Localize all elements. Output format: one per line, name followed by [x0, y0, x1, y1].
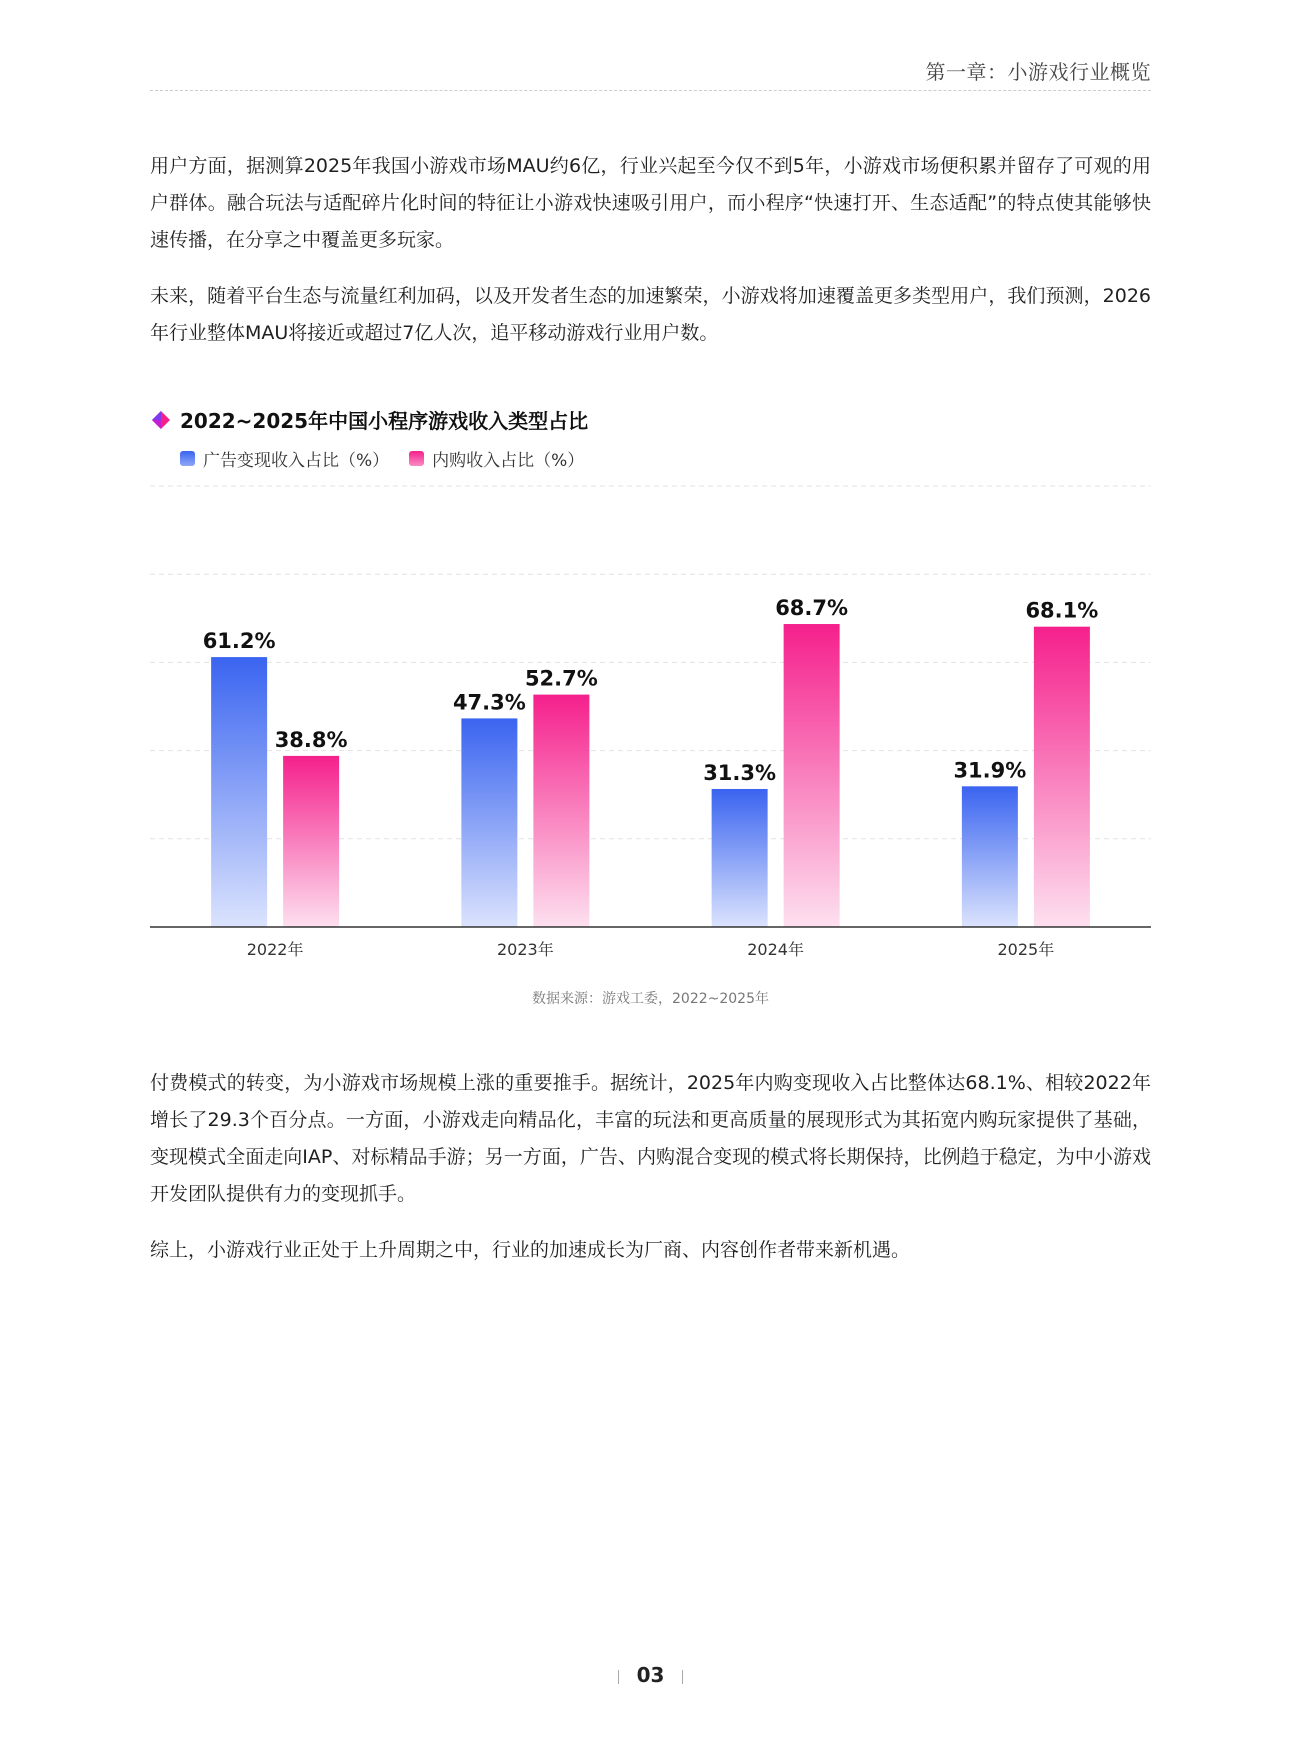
header-divider: [150, 90, 1151, 91]
paragraph-2: 未来，随着平台生态与流量红利加码，以及开发者生态的加速繁荣，小游戏将加速覆盖更多类型用户，我们预测，2026年行业整体MAU将接近或超过7亿人次，追平移动游戏行业用户数。: [150, 285, 1151, 344]
page-number-text: 03: [636, 1663, 665, 1687]
paragraph-3: 付费模式的转变，为小游戏市场规模上涨的重要推手。据统计，2025年内购变现收入占比整体达68.1%、相较2022年增长了29.3个百分点。一方面，小游戏走向精品化，丰富的玩法和更高质量的展现形式为其拓宽内购玩家提供了基础，变现模式全面走向IAP、对标精品手游；另一方面，广告、内购混合变现的模式将长期保持，比例趋于稳定，为中小游戏开发团队提供有力的变现抓手。: [150, 1072, 1151, 1205]
data-label-iap: 52.7%: [524, 666, 598, 691]
bar-chart: [150, 480, 1151, 960]
x-tick-label: 2024年: [747, 940, 804, 959]
x-tick-label: 2022年: [246, 940, 304, 959]
legend-item-iap: [409, 446, 584, 471]
page-number-right-bar: [682, 1670, 683, 1684]
data-label-ad: 47.3%: [452, 690, 526, 715]
paragraph-1: 用户方面，据测算2025年我国小游戏市场MAU约6亿，行业兴起至今仅不到5年，小游戏市场便积累并留存了可观的用户群体。融合玩法与适配碎片化时间的特征让小游戏快速吸引用户，而小程序“快速打开、生态适配”的特点使其能够快速传播，在分享之中覆盖更多玩家。: [150, 155, 1151, 251]
legend-swatch-ad: [180, 451, 195, 466]
x-axis: [150, 927, 1151, 959]
chart-title-text: 2022~2025年中国小程序游戏收入类型占比: [180, 409, 589, 433]
bar-iap: [533, 695, 589, 927]
paragraph-4: 综上，小游戏行业正处于上升周期之中，行业的加速成长为厂商、内容创作者带来新机遇。: [150, 1239, 911, 1261]
bar-ad: [712, 789, 768, 927]
page-number: [0, 1663, 1301, 1687]
data-label-iap: 68.1%: [1025, 598, 1099, 623]
bar-iap: [784, 624, 840, 927]
legend-item-ad: [180, 446, 389, 471]
x-tick-label: 2025年: [997, 940, 1055, 959]
data-source-note: 数据来源：游戏工委，2022~2025年: [532, 991, 769, 1007]
bar-ad: [461, 718, 517, 927]
chart-legend: [180, 446, 604, 471]
data-label-ad: 31.9%: [953, 758, 1027, 783]
data-label-iap: 38.8%: [274, 727, 348, 752]
data-label-ad: 31.3%: [703, 760, 777, 785]
legend-label-iap: 内购收入占比（%）: [432, 451, 585, 471]
cube-logo-icon: [150, 410, 172, 430]
data-label-iap: 68.7%: [775, 596, 849, 621]
bar-ad: [962, 786, 1018, 927]
bar-iap: [1034, 627, 1090, 927]
bar-ad: [211, 657, 267, 927]
bar-iap: [283, 756, 339, 927]
chapter-title: 第一章：小游戏行业概览: [925, 60, 1151, 84]
data-label-ad: 61.2%: [202, 629, 276, 654]
chart-title: [150, 405, 588, 434]
page-number-left-bar: [618, 1670, 619, 1684]
legend-swatch-iap: [409, 451, 424, 466]
legend-label-ad: 广告变现收入占比（%）: [203, 451, 390, 471]
x-tick-label: 2023年: [497, 940, 554, 959]
